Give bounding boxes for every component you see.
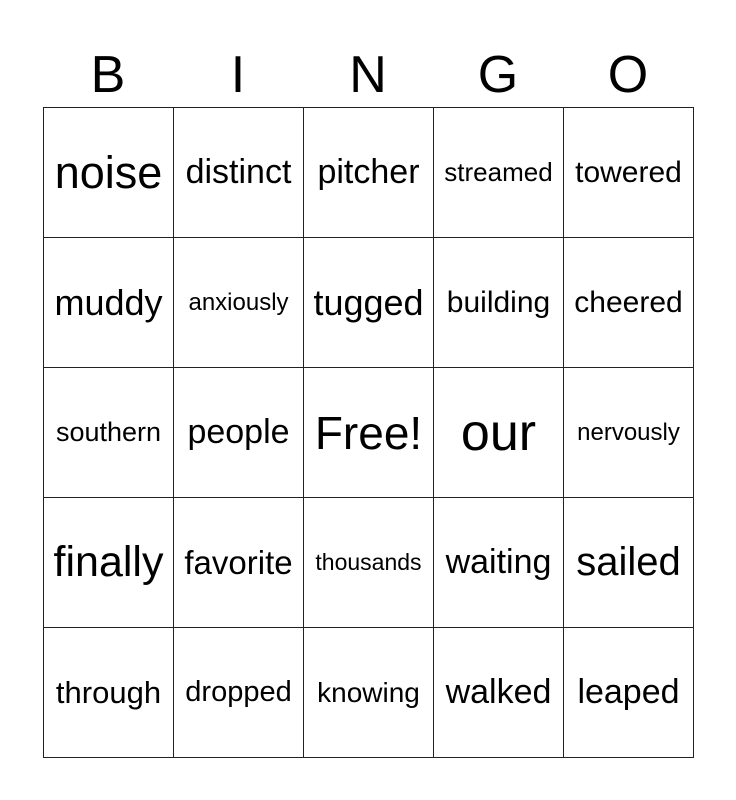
- bingo-cell[interactable]: [44, 368, 174, 498]
- bingo-cell[interactable]: [304, 238, 434, 368]
- cell-word: noise: [54, 146, 163, 198]
- bingo-cell[interactable]: [174, 498, 304, 628]
- bingo-cell[interactable]: [434, 498, 564, 628]
- free-space-label: Free!: [314, 406, 423, 459]
- cell-word: waiting: [445, 543, 552, 581]
- bingo-cell[interactable]: [44, 498, 174, 628]
- bingo-cell[interactable]: [564, 498, 694, 628]
- header-letter-b: B: [90, 46, 126, 104]
- cell-word: favorite: [184, 543, 293, 581]
- bingo-board: [43, 107, 694, 758]
- bingo-cell[interactable]: [564, 238, 694, 368]
- cell-word: tugged: [313, 281, 424, 323]
- bingo-cell[interactable]: [304, 628, 434, 758]
- cell-word: anxiously: [188, 288, 289, 316]
- cell-word: pitcher: [317, 153, 420, 191]
- cell-word: southern: [55, 417, 162, 447]
- cell-word: cheered: [574, 285, 683, 319]
- cell-word: distinct: [185, 153, 292, 191]
- bingo-cell[interactable]: [44, 628, 174, 758]
- bingo-cell[interactable]: [304, 108, 434, 238]
- cell-word: knowing: [317, 676, 420, 708]
- cell-word: people: [187, 413, 290, 451]
- bingo-cell[interactable]: [44, 238, 174, 368]
- header-letter-o: O: [607, 46, 649, 104]
- bingo-cell[interactable]: [44, 108, 174, 238]
- cell-word: our: [460, 403, 537, 462]
- bingo-cell[interactable]: [174, 368, 304, 498]
- cell-word: building: [446, 285, 551, 319]
- cell-word: streamed: [444, 157, 553, 187]
- cell-word: through: [55, 674, 162, 710]
- bingo-cell[interactable]: [174, 238, 304, 368]
- cell-word: thousands: [315, 549, 422, 575]
- header-letter-g: G: [477, 46, 519, 104]
- cell-word: towered: [575, 155, 682, 189]
- bingo-cell[interactable]: [304, 498, 434, 628]
- cell-word: walked: [445, 673, 552, 711]
- bingo-cell[interactable]: [174, 628, 304, 758]
- bingo-cell[interactable]: [564, 368, 694, 498]
- bingo-cell[interactable]: [434, 628, 564, 758]
- cell-word: leaped: [577, 673, 680, 711]
- free-space-cell[interactable]: [304, 368, 434, 498]
- bingo-cell[interactable]: [434, 368, 564, 498]
- bingo-header: [43, 42, 693, 108]
- cell-word: nervously: [577, 418, 680, 446]
- bingo-cell[interactable]: [434, 238, 564, 368]
- header-letter-i: I: [230, 46, 246, 104]
- bingo-cell[interactable]: [564, 108, 694, 238]
- bingo-cell[interactable]: [174, 108, 304, 238]
- cell-word: sailed: [576, 540, 681, 584]
- cell-word: finally: [53, 538, 164, 586]
- cell-word: dropped: [185, 676, 292, 708]
- bingo-cell[interactable]: [434, 108, 564, 238]
- cell-word: muddy: [54, 281, 163, 323]
- bingo-cell[interactable]: [564, 628, 694, 758]
- header-letter-n: N: [349, 46, 387, 104]
